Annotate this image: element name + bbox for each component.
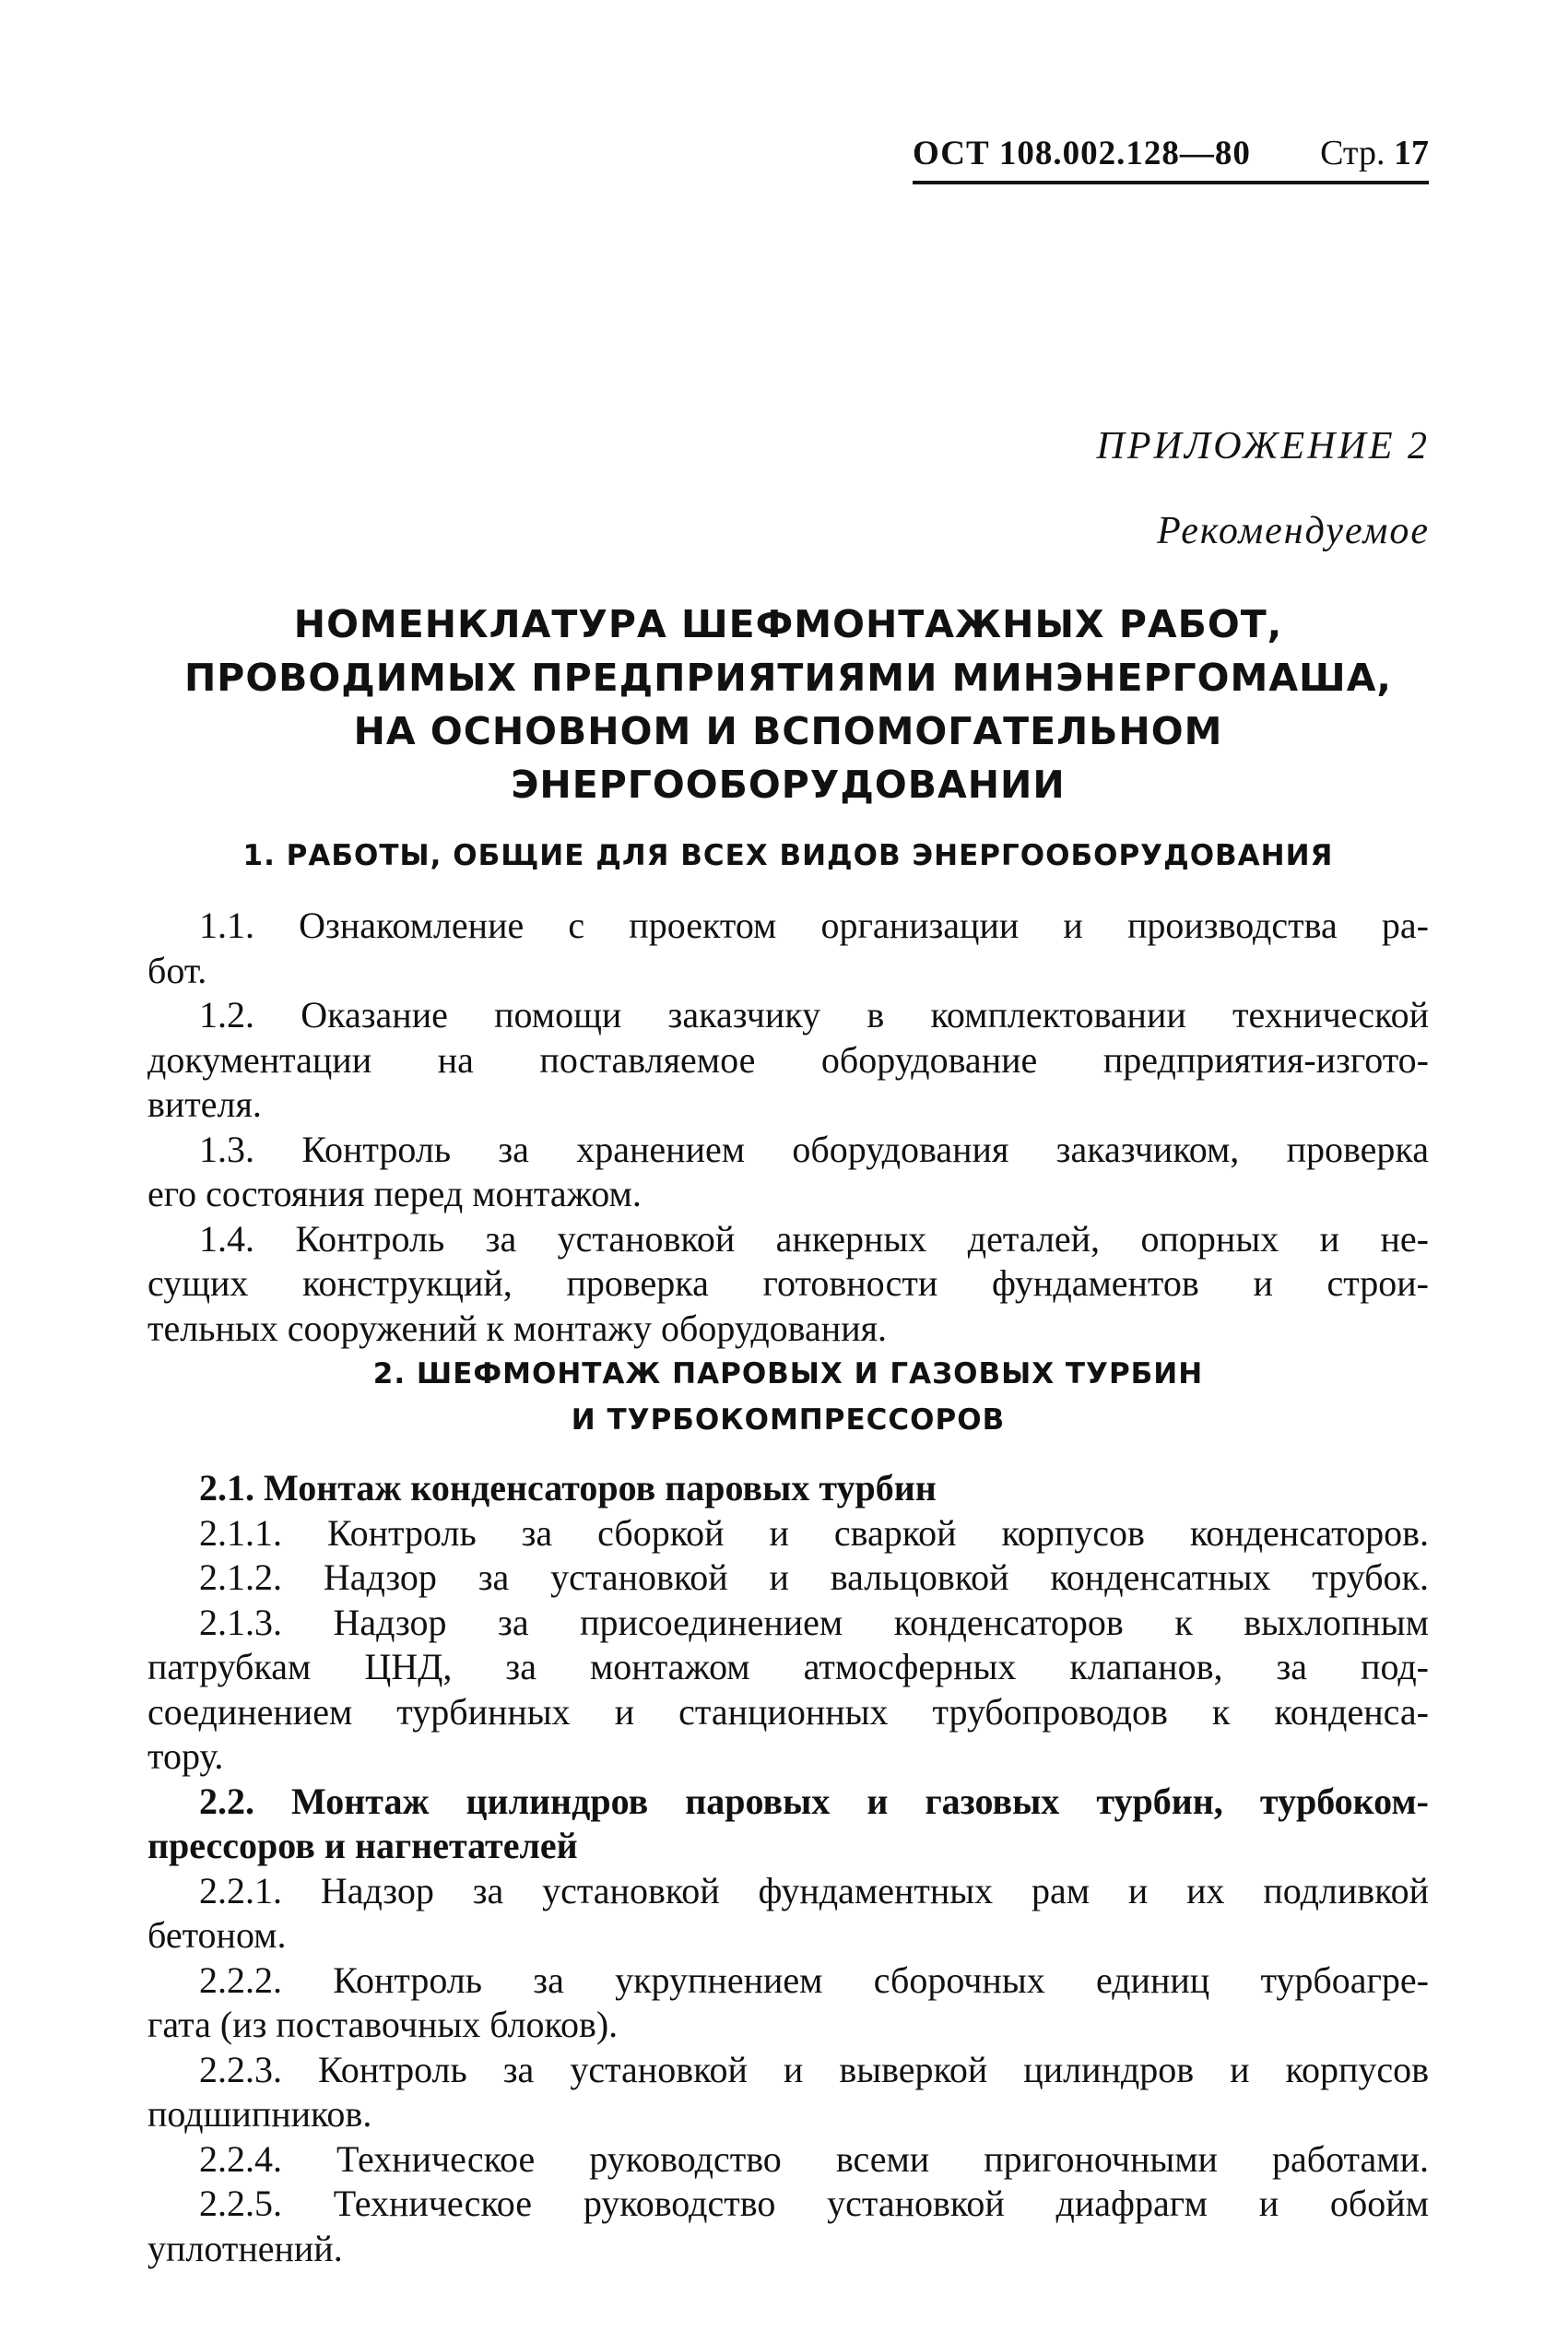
text-line: гата (из поставочных блоков). [147, 2004, 619, 2045]
section-2-title-line: 2. ШЕФМОНТАЖ ПАРОВЫХ И ГАЗОВЫХ ТУРБИН [372, 1357, 1204, 1390]
text-line: вителя. [147, 1083, 262, 1125]
main-title-line: ПРОВОДИМЫХ ПРЕДПРИЯТИЯМИ МИНЭНЕРГОМАША, [183, 656, 1393, 700]
page-number [1320, 133, 1429, 173]
subsection-heading: прессоров и нагнетателей [147, 1825, 578, 1866]
text-line: его состояния перед монтажом. [147, 1173, 642, 1214]
page-label: Стр. [1320, 134, 1385, 172]
main-title-line: НА ОСНОВНОМ И ВСПОМОГАТЕЛЬНОМ [353, 709, 1223, 753]
main-title-line: НОМЕНКЛАТУРА ШЕФМОНТАЖНЫХ РАБОТ, [293, 602, 1283, 646]
text-line: документации на поставляемое оборудование предприятия-изгото- [147, 1038, 1429, 1081]
text-line: тору. [147, 1735, 224, 1777]
text-line: 1.3. Контроль за хранением оборудования заказчиком, проверка [199, 1128, 1429, 1170]
main-title-line: ЭНЕРГООБОРУДОВАНИИ [511, 763, 1066, 807]
section-1-body [147, 904, 1429, 1351]
subsection-heading: 2.1. Монтаж конденсаторов паровых турбин [199, 1467, 937, 1509]
page-header [913, 129, 1429, 184]
text-line: 2.2.2. Контроль за укрупнением сборочных единиц турбоагре- [199, 1958, 1429, 2001]
section-2-body [147, 1466, 1429, 2271]
text-line: 1.4. Контроль за установкой анкерных деталей, опорных и не- [199, 1217, 1429, 1260]
text-line: 1.2. Оказание помощи заказчику в комплектовании технической [199, 994, 1429, 1035]
text-line: 2.2.3. Контроль за установкой и выверкой цилиндров и корпусов [199, 2048, 1429, 2090]
text-line: 2.1.3. Надзор за присоединением конденсаторов к выхлопным [199, 1601, 1429, 1643]
text-line: патрубкам ЦНД, за монтажом атмосферных клапанов, за под- [147, 1646, 1429, 1687]
text-line: 2.2.4. Техническое руководство всеми пригоночными работами. [199, 2137, 1429, 2180]
text-line: 2.2.1. Надзор за установкой фундаментных рам и их подливкой [199, 1869, 1429, 1911]
text-line: бот. [147, 949, 207, 991]
text-line: бетоном. [147, 1914, 287, 1956]
text-line: 1.1. Ознакомление с проектом организации и производства ра- [199, 905, 1429, 946]
text-line: 2.1.1. Контроль за сборкой и сваркой корпусов конденсаторов. [199, 1511, 1429, 1554]
page-number-value: 17 [1394, 134, 1429, 172]
section-2-title [147, 1351, 1429, 1443]
text-line: подшипников. [147, 2093, 372, 2135]
document-code: ОСТ 108.002.128—80 [913, 135, 1251, 172]
recommended-label: Рекомендуемое [1157, 510, 1430, 552]
section-1-title: 1. РАБОТЫ, ОБЩИЕ ДЛЯ ВСЕХ ВИДОВ ЭНЕРГООБОРУДОВАНИЯ [242, 839, 1334, 872]
text-line: 2.1.2. Надзор за установкой и вальцовкой конденсатных трубок. [199, 1556, 1429, 1598]
text-line: 2.2.5. Техническое руководство установкой диафрагм и обойм [199, 2183, 1429, 2224]
subsection-heading: 2.2. Монтаж цилиндров паровых и газовых турбин, турбоком- [199, 1780, 1429, 1822]
main-title [147, 598, 1429, 811]
text-line: тельных сооружений к монтажу оборудования. [147, 1307, 887, 1349]
text-line: уплотнений. [147, 2227, 343, 2269]
section-2-title-line: И ТУРБОКОМПРЕССОРОВ [571, 1403, 1006, 1437]
appendix-label: ПРИЛОЖЕНИЕ 2 [1096, 425, 1430, 467]
text-line: сущих конструкций, проверка готовности фундаментов и строи- [147, 1262, 1429, 1304]
text-line: соединением турбинных и станционных трубопроводов к конденса- [147, 1690, 1429, 1733]
